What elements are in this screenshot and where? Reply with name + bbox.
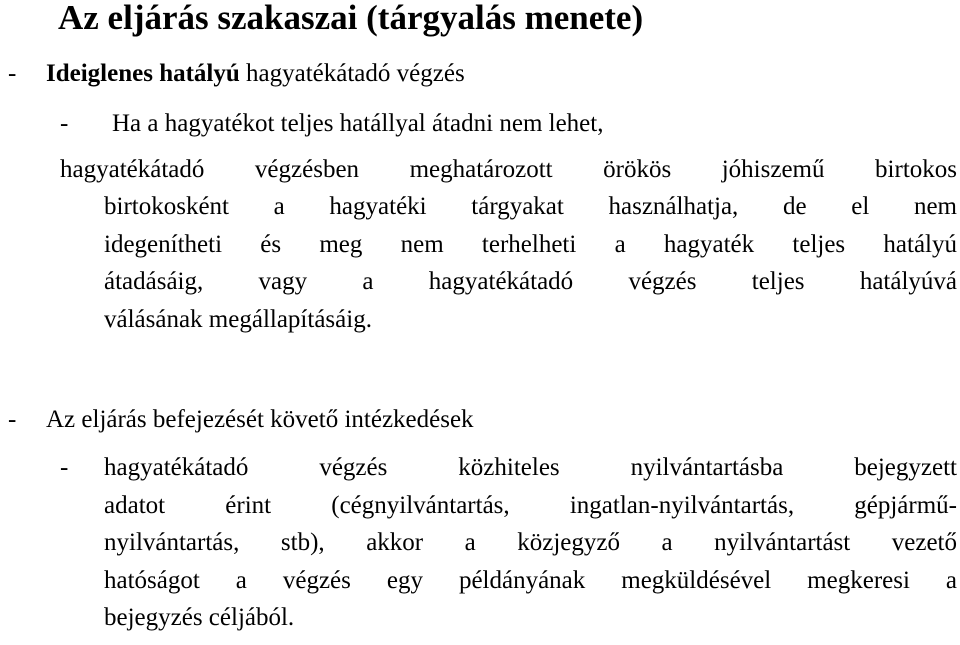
section1-paragraph [60, 151, 957, 189]
section1-heading [46, 58, 465, 90]
paragraph-line: hagyatékátadó végzés közhiteles nyilvántartásba bejegyzett [104, 454, 957, 481]
paragraph-line: nyilvántartás, stb), akkor a közjegyző a nyilvántartást vezető [104, 529, 957, 556]
section1-paragraph-cont [104, 188, 957, 338]
section2-heading: Az eljárás befejezését követő intézkedések [46, 406, 474, 433]
paragraph-line: adatot érint (cégnyilvántartás, ingatlan-nyilvántartás, gépjármű- [104, 491, 957, 519]
sub-bullet-dash: - [60, 454, 69, 481]
slide-title: Az eljárás szakaszai (tárgyalás menete) [58, 0, 644, 37]
section1-heading-bold: Ideiglenes hatályú [46, 60, 240, 87]
paragraph-line: válásának megállapításáig. [104, 305, 372, 333]
bullet-dash: - [8, 60, 17, 87]
section1-heading-rest: hagyatékátadó végzés [239, 60, 465, 87]
paragraph-line: hagyatékátadó végzésben meghatározott örökös jóhiszemű birtokos [60, 156, 957, 183]
section2-paragraph [104, 449, 957, 637]
section1-sub-text: Ha a hagyatékot teljes hatállyal átadni nem lehet, [112, 110, 604, 137]
paragraph-line: bejegyzés céljából. [104, 604, 295, 631]
paragraph-line: birtokosként a hagyatéki tárgyakat használhatja, de el nem [104, 193, 957, 220]
paragraph-line: átadásáig, vagy a hagyatékátadó végzés teljes hatályúvá [104, 268, 957, 295]
paragraph-line: idegenítheti és meg nem terhelheti a hagyaték teljes hatályú [104, 230, 957, 258]
sub-bullet-dash: - [60, 110, 69, 137]
paragraph-line: hatóságot a végzés egy példányának megküldésével megkeresi a [104, 566, 957, 594]
bullet-dash: - [8, 406, 17, 433]
